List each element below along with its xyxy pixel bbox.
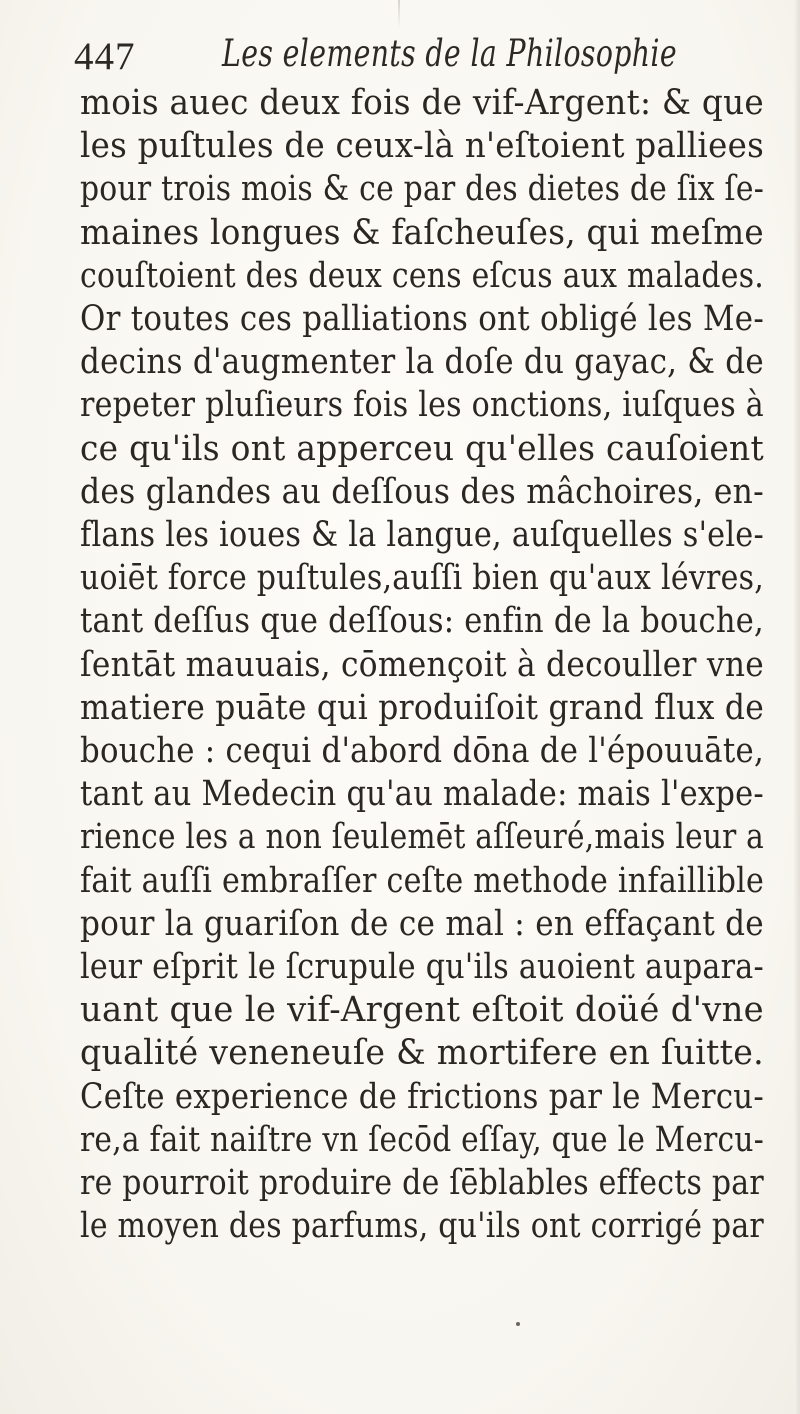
text-line: tant au Medecin qu'au malade: mais l'expe- [80, 774, 764, 815]
text-line: re,a fait naiſtre vn ſecōd eſſay, que le Mercu- [80, 1119, 764, 1160]
page-header [72, 30, 772, 90]
text-line: bouche : cequi d'abord dōna de l'épouuāte, [80, 731, 764, 771]
text-line: pour trois mois & ce par des dietes de ſix ſe- [80, 169, 765, 210]
text-line: couſtoient des deux cens eſcus aux malades. [80, 255, 765, 296]
text-line: le moyen des parfums, qu'ils ont corrigé par [80, 1206, 764, 1247]
page-number: 447 [74, 35, 136, 78]
running-title: Les elements de la Philosophie [222, 32, 677, 75]
text-line: rience les a non ſeulemēt aſſeuré,mais leur a [80, 817, 765, 858]
text-line: flans les ioues & la langue, auſquelles s'ele- [80, 515, 764, 555]
text-line: matiere puāte qui produiſoit grand flux de [80, 687, 765, 728]
text-line: des glandes au deſſous des mâchoires, en- [80, 471, 764, 512]
text-line: ſentāt mauuais, cōmençoit à decouller vne [80, 644, 764, 685]
text-line: qualité veneneuſe & mortifere en ſuitte. [80, 1033, 764, 1074]
text-line: maines longues & faſcheuſes, qui meſme [80, 212, 764, 253]
text-line: decins d'augmenter la doſe du gayac, & de [80, 342, 764, 383]
ink-speck [516, 1322, 520, 1326]
text-line: fait auſſi embraſſer ceſte methode infaillible [80, 860, 765, 901]
text-line: re pourroit produire de ſēblables effects par [80, 1163, 764, 1203]
text-line: repeter pluſieurs fois les onctions, iuſques à [80, 385, 764, 426]
page-edge [794, 0, 800, 1414]
text-line: pour la guariſon de ce mal : en effaçant de [80, 903, 764, 944]
text-line: Or toutes ces palliations ont obligé les Me- [80, 299, 765, 339]
page-crease [398, 0, 400, 28]
text-line: mois auec deux fois de vif-Argent: & que [80, 83, 764, 123]
text-line: les puſtules de ceux-là n'eſtoient palliees [80, 126, 765, 167]
text-line: tant deſſus que deſſous: enfin de la bouche, [80, 601, 765, 642]
text-line: ce qu'ils ont apperceu qu'elles cauſoient [80, 428, 764, 469]
text-line: uant que le vif-Argent eſtoit doüé d'vne [80, 990, 764, 1031]
text-line: leur eſprit le ſcrupule qu'ils auoient aupara- [80, 947, 764, 987]
text-line: uoiēt force puſtules,auſſi bien qu'aux lévres, [80, 558, 764, 599]
text-line: Ceſte experience de frictions par le Mercu- [80, 1076, 764, 1117]
